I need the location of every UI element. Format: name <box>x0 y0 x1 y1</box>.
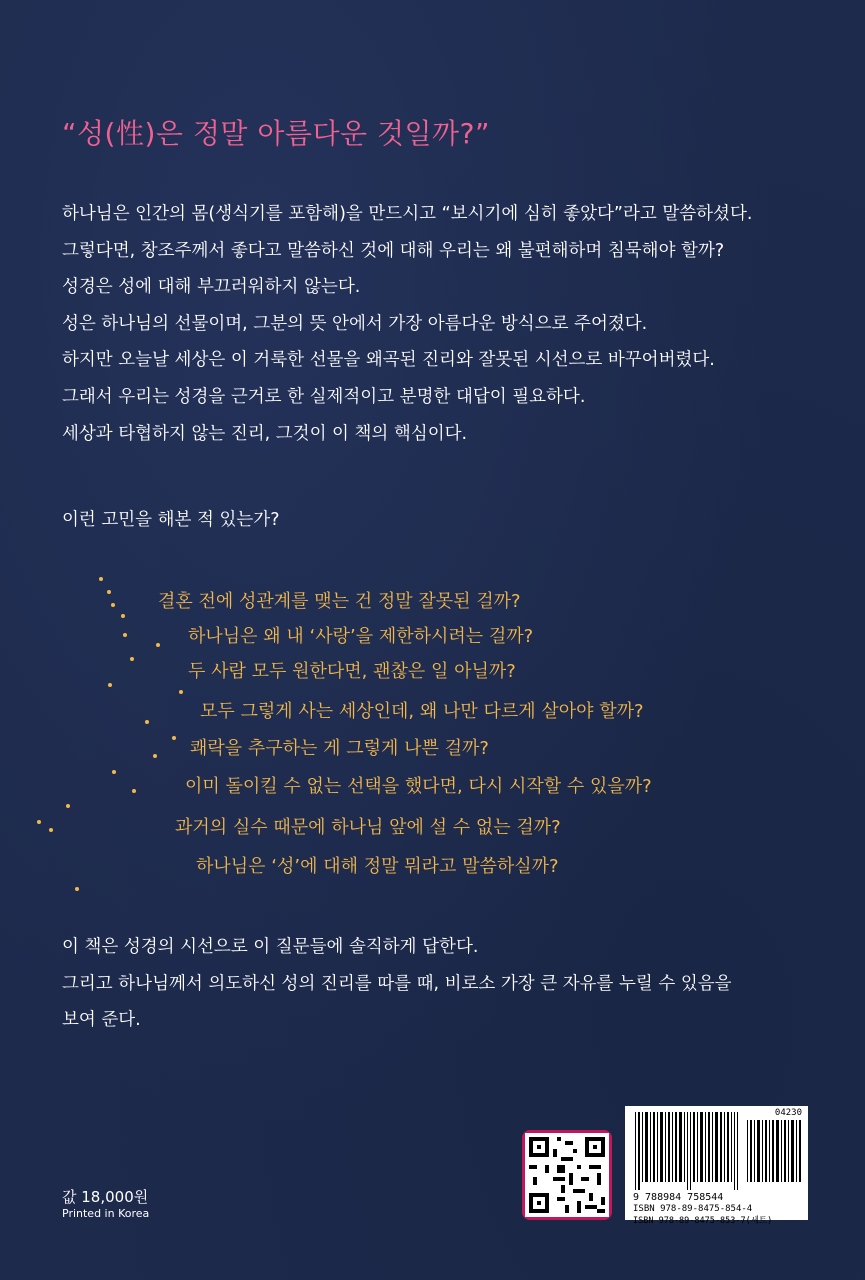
sparkle-dot <box>156 643 160 647</box>
intro-line: 그렇다면, 창조주께서 좋다고 말씀하신 것에 대해 우리는 왜 불편해하며 침묵해야 할까? <box>62 240 725 261</box>
sparkle-dot <box>112 770 116 774</box>
question-item: 두 사람 모두 원한다면, 괜찮은 일 아닐까? <box>188 661 516 682</box>
sparkle-dot <box>37 820 41 824</box>
barcode-icon <box>625 1106 808 1226</box>
sparkle-dot <box>108 683 112 687</box>
closing-line: 보여 준다. <box>62 1010 141 1031</box>
question-item: 결혼 전에 성관계를 맺는 건 정말 잘못된 걸까? <box>158 591 521 612</box>
closing-line: 그리고 하나님께서 의도하신 성의 진리를 따를 때, 비로소 가장 큰 자유를 누릴 수 있음을 <box>62 973 732 994</box>
intro-line: 성경은 성에 대해 부끄러워하지 않는다. <box>62 277 361 298</box>
question-item: 모두 그렇게 사는 세상인데, 왜 나만 다르게 살아야 할까? <box>200 701 644 722</box>
sparkle-dot <box>172 736 176 740</box>
sparkle-dot <box>123 633 127 637</box>
intro-line: 성은 하나님의 선물이며, 그분의 뜻 안에서 가장 아름다운 방식으로 주어졌다. <box>62 313 648 334</box>
barcode-number: 9 788984 758544 <box>633 1192 724 1203</box>
prompt-line: 이런 고민을 해본 적 있는가? <box>62 510 280 530</box>
price-label: 값 18,000원 <box>62 1188 149 1206</box>
closing-line: 이 책은 성경의 시선으로 이 질문들에 솔직하게 답한다. <box>62 937 479 957</box>
sparkle-dot <box>121 614 125 618</box>
intro-line: 하지만 오늘날 세상은 이 거룩한 선물을 왜곡된 진리와 잘못된 시선으로 바꾸어버렸다. <box>62 350 715 371</box>
sparkle-dot <box>49 828 53 832</box>
question-item: 하나님은 왜 내 ‘사랑’을 제한하시려는 걸까? <box>188 626 534 647</box>
isbn-single: ISBN 978-89-8475-854-4 <box>633 1204 753 1214</box>
sparkle-dot <box>145 720 149 724</box>
question-item: 과거의 실수 때문에 하나님 앞에 설 수 없는 걸까? <box>175 817 561 838</box>
isbn-set: ISBN 978-89-8475-853-7(세트) <box>633 1216 773 1226</box>
sparkle-dot <box>153 754 157 758</box>
closing-paragraph <box>62 929 832 1039</box>
sparkle-dot <box>99 577 103 581</box>
sparkle-dot <box>66 804 70 808</box>
intro-line: 하나님은 인간의 몸(생식기를 포함해)을 만드시고 “보시기에 심히 좋았다”라고 말씀하셨다. <box>62 204 753 224</box>
question-item: 하나님은 ‘성’에 대해 정말 뭐라고 말씀하실까? <box>196 856 559 877</box>
sparkle-dot <box>75 887 79 891</box>
sparkle-dot <box>111 603 115 607</box>
cover-title: “성(性)은 정말 아름다운 것일까?” <box>62 117 490 150</box>
intro-line: 세상과 타협하지 않는 진리, 그것이 이 책의 핵심이다. <box>62 423 468 444</box>
qr-code-icon <box>522 1130 612 1220</box>
sparkle-dot <box>107 590 111 594</box>
barcode-addon: 04230 <box>774 1108 802 1118</box>
question-item: 이미 돌이킬 수 없는 선택을 했다면, 다시 시작할 수 있을까? <box>185 776 652 797</box>
printed-in-label: Printed in Korea <box>62 1207 150 1220</box>
sparkle-dot <box>130 657 134 661</box>
sparkle-dot <box>132 789 136 793</box>
question-item: 쾌락을 추구하는 게 그렇게 나쁜 걸까? <box>190 738 489 759</box>
intro-line: 그래서 우리는 성경을 근거로 한 실제적이고 분명한 대답이 필요하다. <box>62 386 586 407</box>
sparkle-dot <box>179 690 183 694</box>
